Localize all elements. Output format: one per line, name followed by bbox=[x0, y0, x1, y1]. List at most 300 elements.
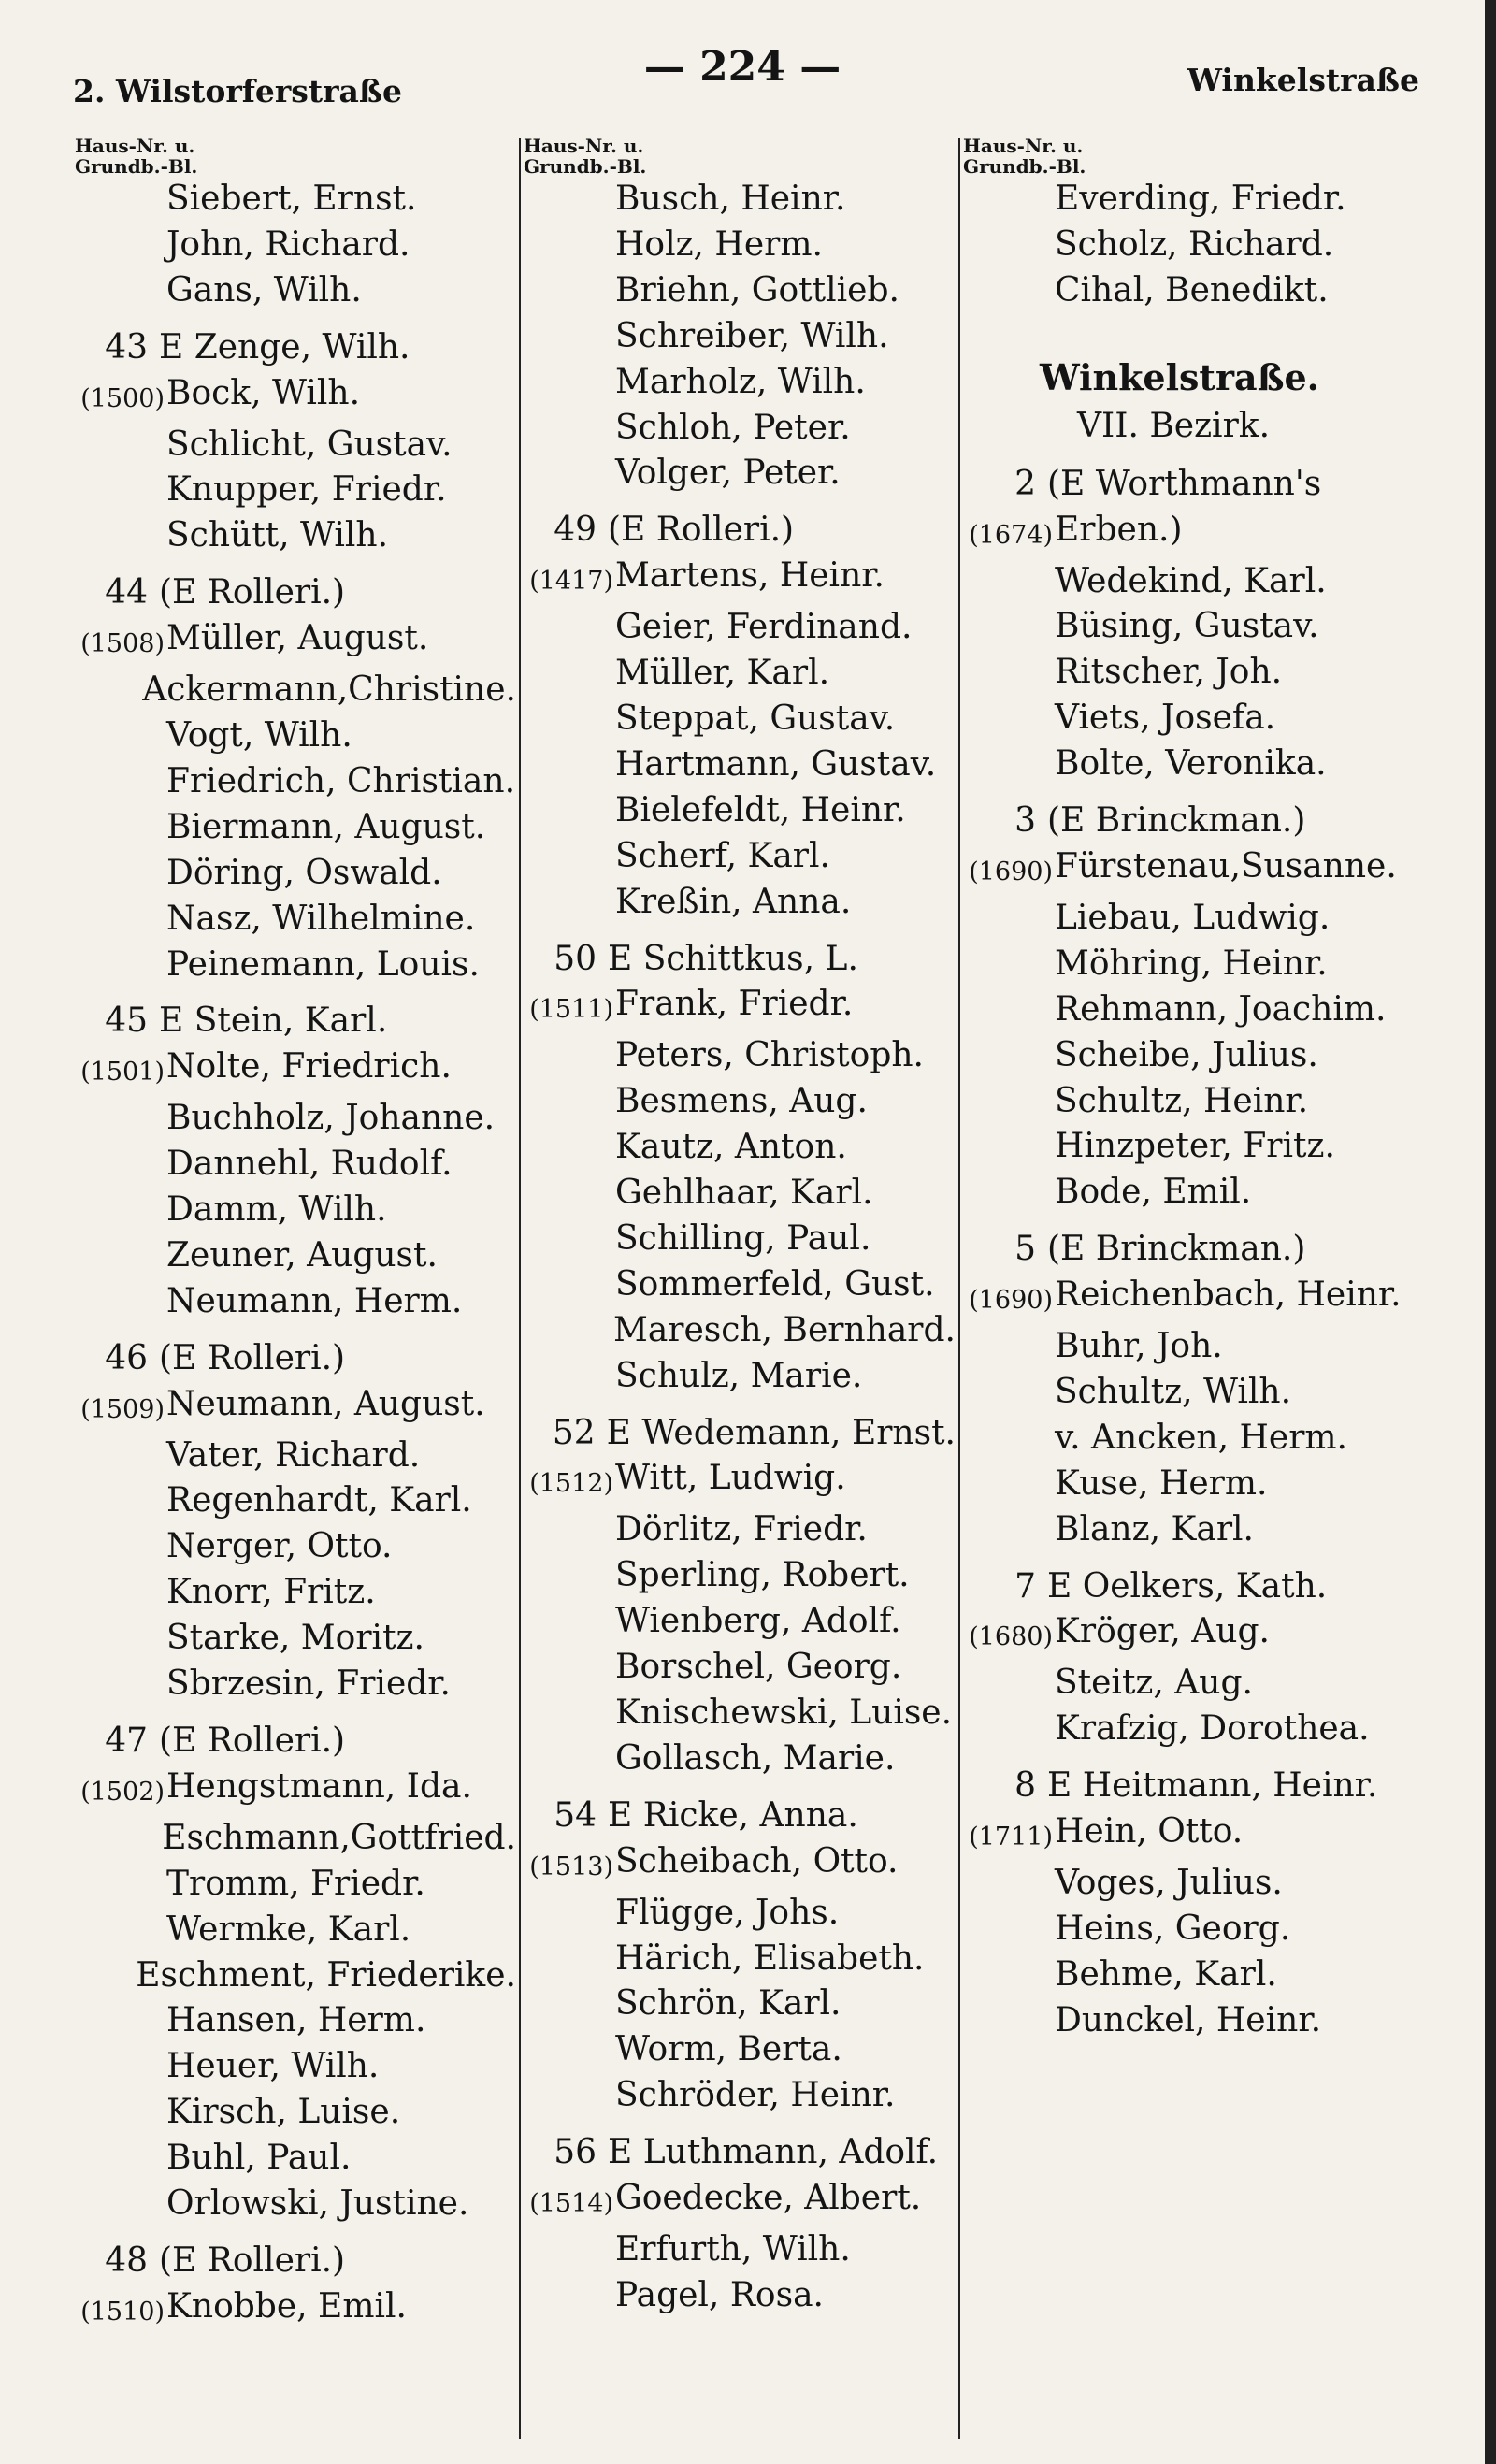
resident-name: Vater, Richard. bbox=[166, 1435, 421, 1475]
grundbuch-number bbox=[525, 1171, 615, 1217]
resident-name: Eschment, Friederike. bbox=[136, 1955, 516, 1995]
grundbuch-number: (1511) bbox=[529, 995, 613, 1025]
resident-name: Büsing, Gustav. bbox=[1055, 607, 1319, 646]
resident-name: Nerger, Otto. bbox=[166, 1527, 393, 1566]
resident-name: Neumann, Herm. bbox=[166, 1281, 463, 1320]
house-header bbox=[77, 1719, 516, 1765]
resident-name: Cihal, Benedikt. bbox=[1055, 270, 1329, 310]
grundbuch-number bbox=[965, 942, 1055, 987]
resident-row bbox=[77, 1142, 516, 1188]
resident-row bbox=[525, 1736, 956, 1782]
resident-row bbox=[77, 468, 516, 513]
resident-name: Tromm, Friedr. bbox=[166, 1864, 425, 1903]
resident-name: Wedekind, Karl. bbox=[1055, 561, 1327, 600]
resident-name: Regenhardt, Karl. bbox=[166, 1481, 472, 1520]
house-entry bbox=[77, 570, 516, 987]
grundbuch-number bbox=[77, 668, 142, 713]
resident-name: Holz, Herm. bbox=[615, 224, 823, 264]
grundbuch-number bbox=[77, 897, 166, 943]
resident-row bbox=[77, 1045, 516, 1096]
owner-name: E Luthmann, Adolf. bbox=[608, 2133, 939, 2172]
resident-row bbox=[525, 1262, 956, 1308]
resident-name: Gehlhaar, Karl. bbox=[615, 1174, 873, 1213]
grundbuch-number bbox=[77, 468, 166, 513]
grundbuch-number bbox=[965, 1370, 1055, 1416]
grundbuch-number bbox=[525, 1354, 615, 1400]
resident-name: Möhring, Heinr. bbox=[1055, 944, 1328, 983]
grundbuch-number bbox=[965, 1033, 1055, 1079]
resident-row bbox=[965, 1033, 1470, 1079]
resident-row bbox=[77, 1188, 516, 1233]
house-number: 50 bbox=[554, 939, 597, 978]
grundbuch-number bbox=[965, 1324, 1055, 1370]
resident-row bbox=[77, 2182, 516, 2227]
grundbuch-number bbox=[525, 788, 615, 834]
resident-row bbox=[525, 2176, 956, 2227]
grundbuch-number bbox=[77, 1616, 166, 1662]
owner-name: E Ricke, Anna. bbox=[608, 1795, 858, 1835]
grundbuch-number bbox=[77, 513, 166, 559]
resident-row bbox=[525, 1981, 956, 2027]
house-header bbox=[525, 508, 956, 554]
grundbuch-number bbox=[77, 1862, 166, 1908]
grundbuch-number bbox=[965, 1861, 1055, 1907]
grundbuch-number bbox=[525, 1645, 615, 1691]
resident-row bbox=[525, 1033, 956, 1079]
resident-row bbox=[525, 1079, 956, 1125]
house-entry bbox=[525, 508, 956, 925]
owner-name: (E Rolleri.) bbox=[159, 1338, 346, 1377]
resident-name: Schilling, Paul. bbox=[615, 1218, 871, 1258]
resident-row bbox=[77, 1765, 516, 1816]
resident-name: Martens, Heinr. bbox=[615, 556, 885, 596]
grundbuch-number bbox=[525, 605, 615, 651]
legend bbox=[963, 136, 1470, 177]
resident-name: Schröder, Heinr. bbox=[615, 2076, 896, 2115]
grundbuch-number bbox=[965, 696, 1055, 742]
resident-name: Rehmann, Joachim. bbox=[1055, 989, 1387, 1029]
resident-row bbox=[525, 1217, 956, 1262]
resident-row bbox=[77, 668, 516, 713]
resident-row bbox=[965, 508, 1470, 559]
grundbuch-number bbox=[77, 1434, 166, 1479]
resident-row bbox=[525, 554, 956, 605]
legend bbox=[524, 136, 956, 177]
resident-name: Ritscher, Joh. bbox=[1055, 653, 1283, 692]
page-number: — 224 — bbox=[643, 43, 842, 91]
resident-row bbox=[525, 1354, 956, 1400]
house-entry bbox=[525, 2130, 956, 2319]
street-title: Winkelstraße. bbox=[1040, 355, 1319, 398]
house-entry bbox=[965, 1227, 1470, 1552]
resident-name: Flügge, Johs. bbox=[615, 1893, 840, 1932]
resident-row bbox=[525, 1553, 956, 1599]
resident-row bbox=[525, 1839, 956, 1891]
grundbuch-number: (1680) bbox=[969, 1622, 1053, 1652]
resident-name: Kuse, Herm. bbox=[1055, 1463, 1268, 1503]
resident-row bbox=[77, 1233, 516, 1279]
resident-name: Volger, Peter. bbox=[615, 454, 841, 493]
grundbuch-number bbox=[525, 1507, 615, 1553]
resident-name: Kreßin, Anna. bbox=[615, 882, 852, 921]
grundbuch-number bbox=[965, 1661, 1055, 1707]
resident-name: Damm, Wilh. bbox=[166, 1190, 387, 1230]
grundbuch-number bbox=[525, 1599, 615, 1645]
grundbuch-number bbox=[77, 713, 166, 759]
resident-row bbox=[965, 1273, 1470, 1324]
resident-name: Biermann, August. bbox=[166, 807, 486, 846]
resident-row bbox=[965, 559, 1470, 605]
grundbuch-number bbox=[77, 1662, 166, 1708]
house-number: 3 bbox=[1014, 801, 1036, 841]
grundbuch-number bbox=[77, 1096, 166, 1142]
house-header bbox=[965, 799, 1470, 844]
grundbuch-number: (1509) bbox=[80, 1394, 165, 1424]
grundbuch-number: (1510) bbox=[80, 2297, 165, 2327]
resident-row bbox=[525, 697, 956, 742]
house-header bbox=[965, 1564, 1470, 1610]
grundbuch-number bbox=[965, 1998, 1055, 2044]
resident-row bbox=[77, 1616, 516, 1662]
resident-name: Siebert, Ernst. bbox=[166, 180, 417, 218]
grundbuch-number bbox=[525, 1691, 615, 1736]
resident-name: Pagel, Rosa. bbox=[615, 2275, 824, 2314]
grundbuch-number: (1501) bbox=[80, 1058, 165, 1088]
resident-name: Bode, Emil. bbox=[1055, 1173, 1252, 1212]
house-header bbox=[77, 325, 516, 371]
grundbuch-number bbox=[77, 1570, 166, 1616]
resident-name: Buhr, Joh. bbox=[1055, 1327, 1223, 1366]
resident-name: Döring, Oswald. bbox=[166, 853, 442, 892]
resident-row bbox=[525, 834, 956, 880]
house-header bbox=[77, 1336, 516, 1382]
legend-line: Haus-Nr. u. bbox=[524, 135, 644, 157]
house-entry bbox=[965, 799, 1470, 1216]
resident-name: Schultz, Heinr. bbox=[1055, 1081, 1309, 1120]
resident-row bbox=[77, 851, 516, 897]
house-header bbox=[965, 462, 1470, 508]
grundbuch-number bbox=[965, 1124, 1055, 1170]
resident-name: Witt, Ludwig. bbox=[615, 1459, 846, 1498]
resident-row bbox=[965, 1370, 1470, 1416]
resident-name: Bielefeldt, Heinr. bbox=[615, 790, 906, 829]
house-header bbox=[77, 999, 516, 1045]
resident-row bbox=[525, 651, 956, 697]
grundbuch-number bbox=[77, 759, 166, 805]
resident-name: Wienberg, Adolf. bbox=[615, 1602, 901, 1641]
resident-name: Goedecke, Albert. bbox=[615, 2179, 922, 2218]
resident-name: Sbrzesin, Friedr. bbox=[166, 1664, 451, 1704]
resident-row bbox=[965, 1462, 1470, 1507]
grundbuch-number: (1508) bbox=[80, 629, 165, 659]
resident-name: Kröger, Aug. bbox=[1055, 1612, 1270, 1651]
grundbuch-number bbox=[525, 651, 615, 697]
grundbuch-number: (1674) bbox=[969, 520, 1053, 550]
resident-name: Nasz, Wilhelmine. bbox=[166, 899, 476, 938]
resident-name: Eschmann,Gottfried. bbox=[162, 1818, 516, 1857]
resident-name: Erben.) bbox=[1055, 510, 1183, 549]
owner-name: (E Rolleri.) bbox=[159, 2241, 346, 2280]
resident-name: Gans, Wilh. bbox=[166, 270, 362, 310]
resident-row bbox=[77, 2044, 516, 2090]
legend-line: Grundb.-Bl. bbox=[963, 155, 1086, 178]
resident-name: Hengstmann, Ida. bbox=[166, 1766, 472, 1806]
resident-row bbox=[77, 759, 516, 805]
legend-line: Haus-Nr. u. bbox=[963, 135, 1084, 157]
house-number: 45 bbox=[105, 1001, 148, 1041]
grundbuch-number bbox=[77, 1279, 166, 1325]
owner-name: (E Rolleri.) bbox=[159, 573, 346, 612]
resident-row bbox=[77, 2136, 516, 2182]
house-header bbox=[77, 570, 516, 616]
resident-row bbox=[965, 1707, 1470, 1752]
grundbuch-number bbox=[525, 2073, 615, 2119]
resident-row bbox=[525, 1507, 956, 1553]
resident-name: Voges, Julius. bbox=[1055, 1864, 1283, 1902]
resident-name: Briehn, Gottlieb. bbox=[615, 270, 899, 310]
resident-row bbox=[965, 844, 1470, 896]
resident-name: Dörlitz, Friedr. bbox=[615, 1510, 868, 1549]
resident-name: Sommerfeld, Gust. bbox=[615, 1264, 935, 1304]
grundbuch-number bbox=[525, 1033, 615, 1079]
house-number: 7 bbox=[1014, 1566, 1036, 1606]
resident-name: Müller, August. bbox=[166, 619, 429, 658]
resident-row bbox=[525, 1171, 956, 1217]
resident-name: Krafzig, Dorothea. bbox=[1055, 1709, 1370, 1749]
house-number: 49 bbox=[554, 511, 597, 550]
grundbuch-number bbox=[77, 943, 166, 988]
owner-name: (E Rolleri.) bbox=[159, 1722, 346, 1760]
resident-name: Gollasch, Marie. bbox=[615, 1738, 896, 1778]
column-2 bbox=[525, 136, 956, 2319]
house-number: 47 bbox=[105, 1722, 148, 1760]
resident-row bbox=[965, 1952, 1470, 1998]
resident-row bbox=[965, 742, 1470, 787]
house-entry bbox=[77, 2239, 516, 2336]
resident-row bbox=[965, 1079, 1470, 1125]
resident-name: Scheibe, Julius. bbox=[1055, 1035, 1318, 1074]
grundbuch-number: (1513) bbox=[529, 1852, 613, 1881]
resident-name: Worm, Berta. bbox=[615, 2030, 842, 2069]
house-entry bbox=[525, 1411, 956, 1782]
resident-row bbox=[965, 1861, 1470, 1907]
resident-row bbox=[965, 696, 1470, 742]
grundbuch-number bbox=[525, 1553, 615, 1599]
resident-row bbox=[77, 1096, 516, 1142]
resident-row bbox=[525, 1308, 956, 1354]
resident-row bbox=[525, 605, 956, 651]
column-rule-1 bbox=[519, 138, 521, 2439]
resident-name: Steppat, Gustav. bbox=[615, 699, 896, 738]
column-3 bbox=[965, 136, 1470, 2044]
resident-name: Wermke, Karl. bbox=[166, 1909, 411, 1949]
resident-row bbox=[77, 1998, 516, 2044]
resident-row bbox=[77, 1570, 516, 1616]
grundbuch-number bbox=[77, 423, 166, 468]
grundbuch-number bbox=[525, 1079, 615, 1125]
resident-row bbox=[525, 788, 956, 834]
resident-name: Schütt, Wilh. bbox=[166, 516, 389, 555]
owner-name: E Oelkers, Kath. bbox=[1047, 1566, 1328, 1606]
resident-row bbox=[525, 982, 956, 1033]
resident-name: Reichenbach, Heinr. bbox=[1055, 1275, 1402, 1315]
resident-row bbox=[965, 896, 1470, 942]
resident-row bbox=[77, 713, 516, 759]
resident-name: Nolte, Friedrich. bbox=[166, 1047, 452, 1087]
resident-row bbox=[965, 1416, 1470, 1462]
resident-row bbox=[965, 1998, 1470, 2044]
resident-row bbox=[77, 1953, 516, 1999]
grundbuch-number bbox=[965, 1170, 1055, 1216]
grundbuch-number bbox=[965, 1507, 1055, 1553]
grundbuch-number: (1514) bbox=[529, 2189, 613, 2219]
resident-row bbox=[77, 1908, 516, 1953]
resident-row bbox=[77, 616, 516, 668]
grundbuch-number bbox=[77, 2136, 166, 2182]
grundbuch-number bbox=[525, 2227, 615, 2273]
resident-row bbox=[77, 943, 516, 988]
owner-name: E Stein, Karl. bbox=[159, 1001, 388, 1041]
resident-row bbox=[77, 1478, 516, 1524]
house-number: 8 bbox=[1014, 1766, 1036, 1806]
legend-line: Grundb.-Bl. bbox=[524, 155, 647, 178]
owner-name: E Heitmann, Heinr. bbox=[1047, 1766, 1378, 1806]
owner-name: E Schittkus, L. bbox=[608, 939, 858, 978]
resident-name: Schloh, Peter. bbox=[615, 408, 851, 447]
column-rule-2 bbox=[958, 138, 960, 2439]
resident-name: Kirsch, Luise. bbox=[166, 2093, 401, 2132]
resident-name: Knischewski, Luise. bbox=[615, 1693, 953, 1732]
resident-name: Schlicht, Gustav. bbox=[166, 425, 453, 464]
grundbuch-number: (1500) bbox=[80, 383, 165, 413]
resident-name: Hein, Otto. bbox=[1055, 1812, 1244, 1852]
resident-row bbox=[525, 1456, 956, 1507]
resident-name: Hinzpeter, Fritz. bbox=[1055, 1127, 1335, 1166]
grundbuch-number bbox=[525, 834, 615, 880]
resident-name: Dannehl, Rudolf. bbox=[166, 1145, 453, 1184]
column-1 bbox=[77, 136, 516, 2336]
resident-name: Hartmann, Gustav. bbox=[615, 744, 937, 784]
resident-name: Zeuner, August. bbox=[166, 1235, 438, 1275]
resident-name: Friedrich, Christian. bbox=[166, 761, 516, 800]
house-number: 44 bbox=[105, 573, 148, 612]
resident-name: John, Richard. bbox=[166, 224, 410, 264]
resident-name: Härich, Elisabeth. bbox=[615, 1938, 925, 1978]
resident-name: Fürstenau,Susanne. bbox=[1055, 846, 1397, 886]
resident-name: Steitz, Aug. bbox=[1055, 1664, 1253, 1703]
grundbuch-number bbox=[525, 697, 615, 742]
house-number: 5 bbox=[1014, 1230, 1036, 1269]
house-header bbox=[77, 2239, 516, 2284]
resident-name: Dunckel, Heinr. bbox=[1055, 2000, 1322, 2039]
resident-name: Maresch, Bernhard. bbox=[612, 1310, 956, 1349]
owner-name: (E Worthmann's bbox=[1047, 464, 1322, 503]
resident-name: Vogt, Wilh. bbox=[166, 715, 352, 755]
grundbuch-number bbox=[525, 1736, 615, 1782]
resident-row bbox=[77, 1382, 516, 1434]
grundbuch-number: (1711) bbox=[969, 1823, 1053, 1852]
grundbuch-number bbox=[77, 851, 166, 897]
resident-row bbox=[965, 1661, 1470, 1707]
resident-name: Bock, Wilh. bbox=[166, 373, 361, 412]
house-number: 54 bbox=[554, 1795, 597, 1835]
grundbuch-number bbox=[965, 1462, 1055, 1507]
house-entry bbox=[965, 1764, 1470, 2043]
resident-row bbox=[77, 897, 516, 943]
resident-name: Everding, Friedr. bbox=[1055, 180, 1346, 218]
grundbuch-number bbox=[525, 1125, 615, 1171]
resident-name: Peters, Christoph. bbox=[615, 1036, 924, 1075]
grundbuch-number bbox=[77, 2044, 166, 2090]
resident-row bbox=[525, 1937, 956, 1982]
grundbuch-number bbox=[77, 2090, 166, 2136]
house-number: 56 bbox=[554, 2133, 597, 2172]
grundbuch-number bbox=[525, 1981, 615, 2027]
resident-name: Schultz, Wilh. bbox=[1055, 1372, 1292, 1411]
grundbuch-number bbox=[965, 896, 1055, 942]
resident-row bbox=[525, 742, 956, 788]
grundbuch-number bbox=[965, 604, 1055, 650]
resident-name: Scholz, Richard. bbox=[1055, 224, 1334, 264]
resident-row bbox=[965, 1507, 1470, 1553]
grundbuch-number bbox=[965, 987, 1055, 1033]
resident-row bbox=[77, 2090, 516, 2136]
house-entry bbox=[77, 325, 516, 560]
grundbuch-number bbox=[77, 1908, 166, 1953]
resident-name: Kautz, Anton. bbox=[615, 1128, 847, 1167]
resident-row bbox=[965, 1124, 1470, 1170]
grundbuch-number bbox=[965, 742, 1055, 787]
house-header bbox=[965, 1764, 1470, 1809]
resident-row bbox=[77, 1816, 516, 1862]
grundbuch-number bbox=[525, 880, 615, 926]
resident-row bbox=[525, 1125, 956, 1171]
resident-name: Schreiber, Wilh. bbox=[615, 316, 889, 355]
grundbuch-number bbox=[77, 1816, 162, 1862]
house-header bbox=[965, 1227, 1470, 1273]
resident-row bbox=[965, 1324, 1470, 1370]
grundbuch-number bbox=[525, 1891, 615, 1937]
owner-name: (E Rolleri.) bbox=[608, 511, 795, 550]
resident-name: Sperling, Robert. bbox=[615, 1556, 910, 1595]
house-entry bbox=[965, 1564, 1470, 1753]
resident-name: Busch, Heinr. bbox=[615, 180, 846, 218]
grundbuch-number bbox=[525, 1217, 615, 1262]
resident-name: Erfurth, Wilh. bbox=[615, 2229, 851, 2269]
house-entry bbox=[77, 1336, 516, 1708]
grundbuch-number bbox=[77, 1953, 136, 1999]
resident-row bbox=[77, 1662, 516, 1708]
house-number: 43 bbox=[105, 327, 148, 367]
resident-name: Orlowski, Justine. bbox=[166, 2184, 469, 2224]
house-entry bbox=[525, 937, 956, 1400]
resident-row bbox=[965, 1170, 1470, 1216]
grundbuch-number bbox=[77, 1142, 166, 1188]
resident-row bbox=[525, 2027, 956, 2073]
legend-line: Haus-Nr. u. bbox=[75, 135, 195, 157]
resident-row bbox=[525, 1645, 956, 1691]
owner-name: E Wedemann, Ernst. bbox=[606, 1413, 956, 1452]
resident-name: Ackermann,Christine. bbox=[142, 670, 516, 710]
resident-row bbox=[525, 2273, 956, 2319]
resident-name: Buchholz, Johanne. bbox=[166, 1099, 496, 1138]
resident-name: Besmens, Aug. bbox=[615, 1082, 868, 1121]
resident-name: Schrön, Karl. bbox=[615, 1984, 842, 2024]
resident-row bbox=[77, 513, 516, 559]
resident-row bbox=[525, 1891, 956, 1937]
running-head-left: 2. Wilstorferstraße bbox=[73, 73, 402, 109]
resident-row bbox=[525, 1691, 956, 1736]
